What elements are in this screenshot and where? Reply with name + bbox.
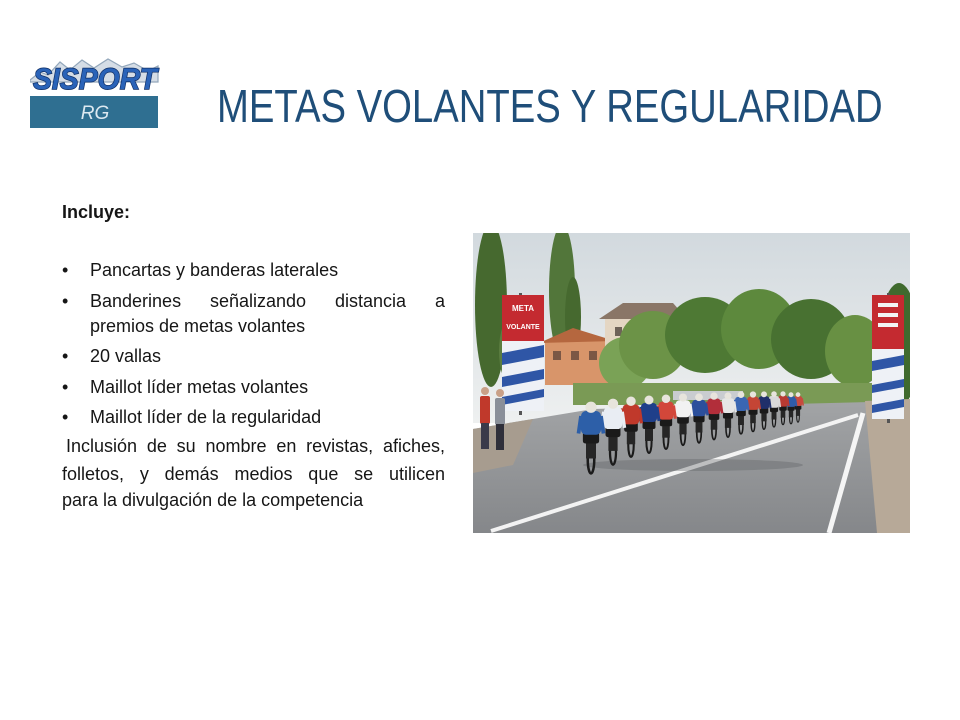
race-banner-right	[872, 293, 904, 423]
intro-label: Incluye:	[62, 202, 131, 222]
slide-title: METAS VOLANTES Y REGULARIDAD	[217, 80, 883, 132]
cycling-race-photo	[473, 233, 910, 533]
logo-badge-text: RG	[80, 103, 110, 124]
logo-wordmark: SISPORT	[33, 63, 160, 96]
bullet-item: 20 vallas	[90, 346, 162, 366]
bullet-marker: •	[62, 260, 69, 280]
bullet-marker: •	[62, 377, 69, 397]
paragraph-line: para la divulgación de la competencia	[62, 490, 364, 510]
banner-text: VOLANTE	[506, 324, 540, 331]
bullet-item: Maillot líder de la regularidad	[90, 407, 322, 427]
bullet-marker: •	[62, 291, 69, 311]
bullet-marker: •	[62, 346, 69, 366]
bullet-marker: •	[62, 407, 69, 427]
paragraph-line: folletos, y demás medios que se utilicen	[62, 464, 445, 484]
spectator	[495, 389, 505, 450]
bullet-item: Banderines señalizando distancia a	[90, 291, 445, 311]
paragraph-line: Inclusión de su nombre en revistas, afiches,	[66, 436, 445, 456]
banner-text: META	[511, 304, 535, 313]
bullet-item: Maillot líder metas volantes	[90, 377, 309, 397]
bullet-item-continuation: premios de metas volantes	[90, 316, 306, 336]
spectator	[480, 387, 490, 449]
race-banner-left	[502, 293, 544, 415]
sisport-logo	[30, 58, 160, 130]
bullet-item: Pancartas y banderas laterales	[90, 260, 339, 280]
